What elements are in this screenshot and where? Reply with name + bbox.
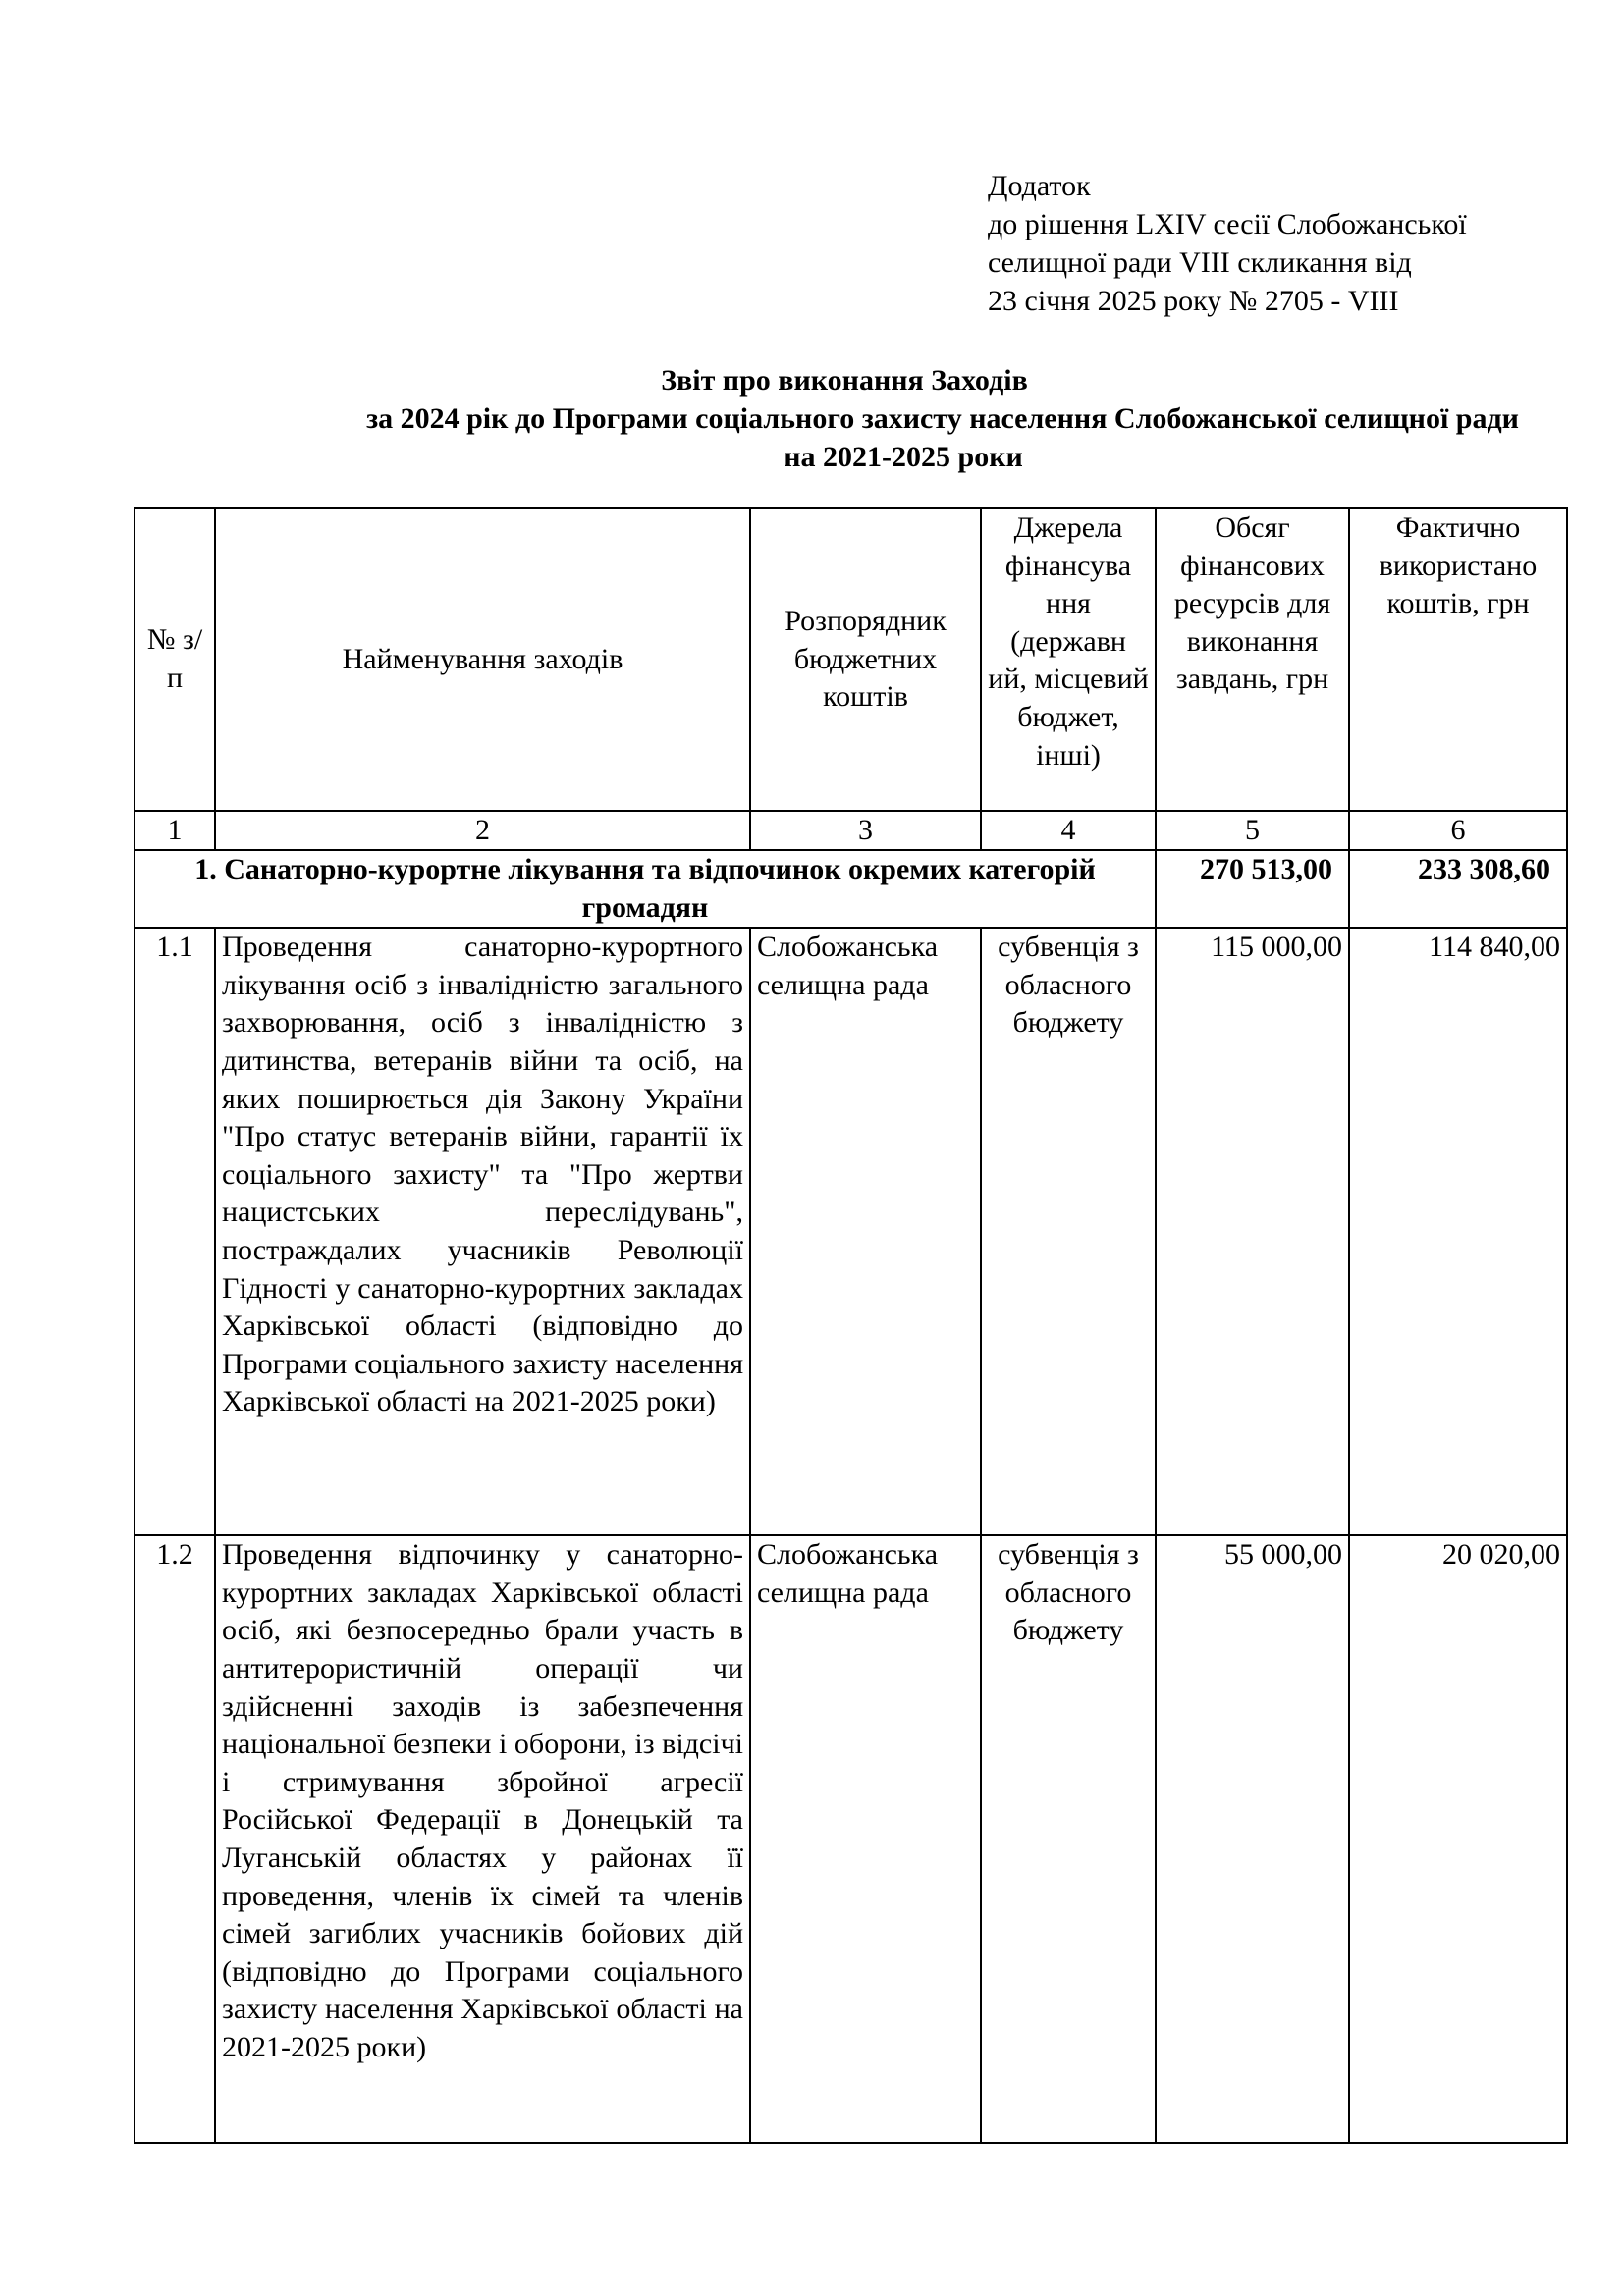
- column-number: 2: [215, 811, 750, 850]
- row-manager: Слобожанська селищна рада: [750, 928, 981, 1535]
- header-manager: Розпорядник бюджетних коштів: [750, 508, 981, 811]
- column-number: 6: [1349, 811, 1567, 850]
- table-row: [135, 928, 1567, 1535]
- section-volume: 270 513,00: [1156, 850, 1349, 928]
- column-number: 1: [135, 811, 215, 850]
- title-line-3: на 2021-2025 роки: [784, 441, 1023, 473]
- header-actual: Фактично використано коштів, грн: [1349, 508, 1567, 811]
- appendix-line-3: селищної ради VIII скликання від: [988, 246, 1412, 279]
- row-num: 1.1: [135, 928, 215, 1535]
- title-line-1: Звіт про виконання Заходів: [661, 364, 1028, 397]
- section-actual: 233 308,60: [1349, 850, 1567, 928]
- title-line-2: за 2024 рік до Програми соціального захисту населення Слобожанської селищної ради: [366, 402, 1519, 435]
- row-num: 1.2: [135, 1535, 215, 2143]
- row-volume: 55 000,00: [1156, 1535, 1349, 2143]
- column-number: 5: [1156, 811, 1349, 850]
- row-source: субвенція з обласного бюджету: [981, 1535, 1156, 2143]
- row-manager: Слобожанська селищна рада: [750, 1535, 981, 2143]
- table-header-row: [135, 508, 1567, 811]
- row-actual: 114 840,00: [1349, 928, 1567, 1535]
- row-name: Проведення відпочинку у санаторно-курортних закладах Харківської області осіб, які безпосередньо брали участь в антитерористичній операції чи здійсненні заходів із забезпечення національної безпеки і оборони, із відсічі і стримування збройної агресії Російської Федерації в Донецькій та Луганській областях у районах її проведення, членів їх сімей та членів сімей загиблих учасників бойових дій (відповідно до Програми соціального захисту населення Харківської області на 2021-2025 роки): [215, 1535, 750, 2143]
- row-source: субвенція з обласного бюджету: [981, 928, 1156, 1535]
- appendix-line-2: до рішення LXIV сесії Слобожанської: [988, 208, 1467, 240]
- column-number: 3: [750, 811, 981, 850]
- section-title: 1. Санаторно-курортне лікування та відпочинок окремих категорій громадян: [135, 850, 1156, 928]
- header-source: Джерела фінансува ння (державн ий, місцевий бюджет, інші): [981, 508, 1156, 811]
- appendix-line-1: Додаток: [988, 170, 1091, 202]
- appendix-block: [988, 167, 1577, 320]
- column-number: 4: [981, 811, 1156, 850]
- header-name: Найменування заходів: [215, 508, 750, 811]
- row-volume: 115 000,00: [1156, 928, 1349, 1535]
- table-row: [135, 1535, 1567, 2143]
- report-table: [134, 507, 1568, 2144]
- header-volume: Обсяг фінансових ресурсів для виконання завдань, грн: [1156, 508, 1349, 811]
- appendix-line-4: 23 січня 2025 року № 2705 - VIII: [988, 285, 1399, 317]
- row-name: Проведення санаторно-курортного лікування осіб з інвалідністю загального захворювання, осіб з інвалідністю з дитинства, ветеранів війни та осіб, на яких поширюється дія Закону України "Про статус ветеранів війни, гарантії їх соціального захисту" та "Про жертви нацистських переслідувань", постраждалих учасників Революції Гідності у санаторно-курортних закладах Харківської області (відповідно до Програми соціального захисту населення Харківської області на 2021-2025 роки): [215, 928, 750, 1535]
- row-actual: 20 020,00: [1349, 1535, 1567, 2143]
- column-number-row: [135, 811, 1567, 850]
- header-num: № з/п: [135, 508, 215, 811]
- section-row: [135, 850, 1567, 928]
